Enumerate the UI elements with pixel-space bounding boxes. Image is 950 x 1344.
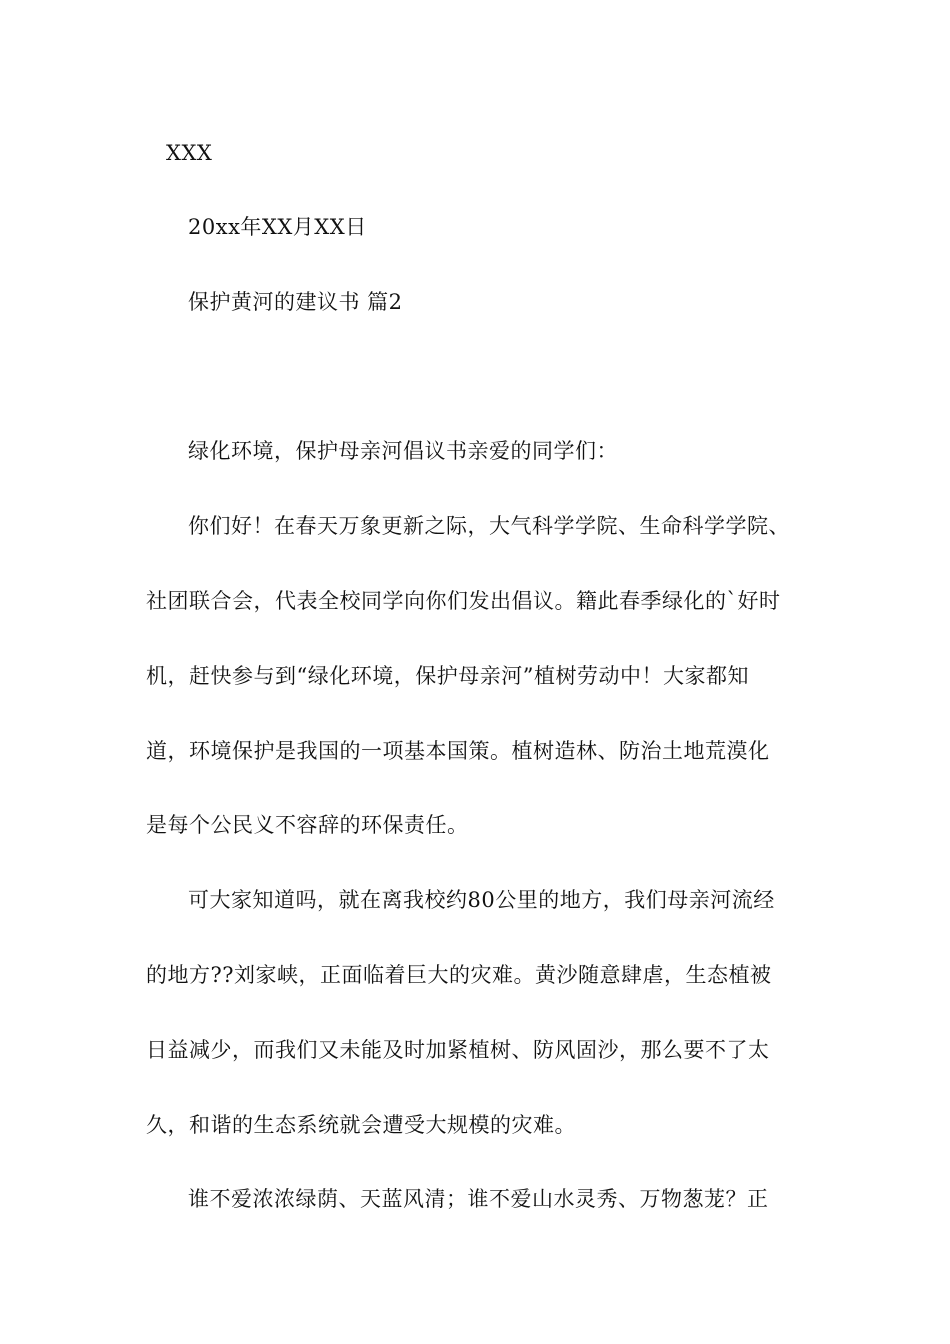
paragraph-line: 久，和谐的生态系统就会遭受大规模的灾难。	[146, 1113, 576, 1137]
section-title: 保护黄河的建议书 篇2	[188, 290, 403, 314]
paragraph-line: 谁不爱浓浓绿荫、天蓝风清；谁不爱山水灵秀、万物葱茏？正	[188, 1187, 769, 1211]
signature: XXX	[166, 141, 213, 165]
paragraph-line: 的地方??刘家峡，正面临着巨大的灾难。黄沙随意肆虐，生态植被	[146, 963, 772, 987]
paragraph-line: 是每个公民义不容辞的环保责任。	[146, 813, 469, 837]
date: 20xx年XX月XX日	[188, 215, 367, 239]
paragraph-line: 可大家知道吗，就在离我校约80公里的地方，我们母亲河流经	[188, 888, 775, 912]
greeting: 绿化环境，保护母亲河倡议书亲爱的同学们：	[188, 439, 618, 463]
paragraph-line: 你们好！在春天万象更新之际，大气科学学院、生命科学学院、	[188, 514, 790, 538]
paragraph-line: 社团联合会，代表全校同学向你们发出倡议。籍此春季绿化的`好时	[146, 589, 781, 613]
paragraph-line: 道，环境保护是我国的一项基本国策。植树造林、防治土地荒漠化	[146, 739, 770, 763]
paragraph-line: 日益减少，而我们又未能及时加紧植树、防风固沙，那么要不了太	[146, 1038, 770, 1062]
paragraph-line: 机，赶快参与到“绿化环境，保护母亲河”植树劳动中！大家都知	[146, 664, 749, 688]
